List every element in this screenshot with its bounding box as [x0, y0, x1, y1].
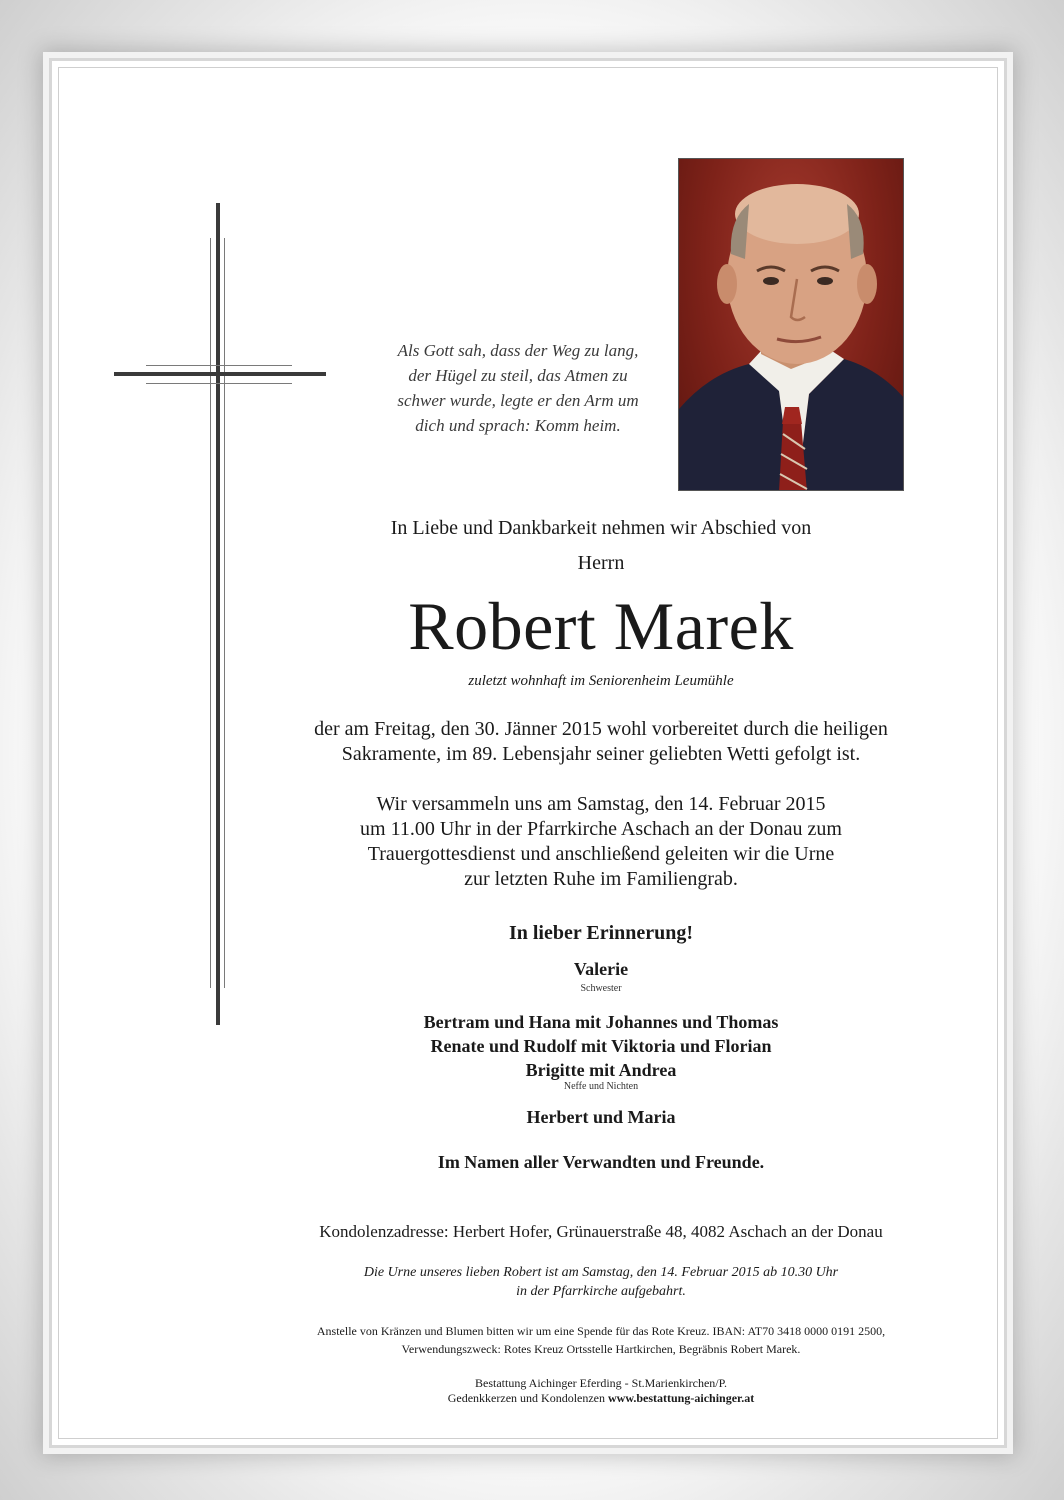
- quote-line: Als Gott sah, dass der Weg zu lang,: [397, 341, 639, 360]
- funeral-home-contact: [260, 1391, 942, 1406]
- mourner-other: Herbert und Maria: [526, 1107, 676, 1127]
- relation-label-nephews: Neffe und Nichten: [563, 1081, 639, 1092]
- donation-line: Anstelle von Kränzen und Blumen bitten wir um eine Spende für das Rote Kreuz. IBAN: AT70 3418 0000 0191 2500,: [316, 1324, 886, 1338]
- urn-notice-line: Die Urne unseres lieben Robert ist am Samstag, den 14. Februar 2015 ab 10.30 Uhr: [363, 1265, 839, 1280]
- service-line: Wir versammeln uns am Samstag, den 14. Februar 2015: [376, 793, 826, 815]
- website-link[interactable]: www.bestattung-aichinger.at: [608, 1391, 755, 1405]
- deceased-name: Robert Marek: [408, 588, 794, 664]
- donation-line: Verwendungszweck: Rotes Kreuz Ortsstelle Hartkirchen, Begräbnis Robert Marek.: [401, 1342, 801, 1356]
- service-notice: [260, 792, 942, 892]
- portrait-illustration: [679, 159, 904, 491]
- service-line: zur letzten Ruhe im Familiengrab.: [464, 868, 738, 890]
- mourner-family: [260, 1010, 942, 1082]
- closing-line: Im Namen aller Verwandten und Freunde.: [437, 1152, 765, 1172]
- urn-notice: [260, 1263, 942, 1301]
- relation-label-sister: Schwester: [580, 983, 622, 994]
- portrait-photo: [678, 158, 904, 491]
- contact-prefix: Gedenkkerzen und Kondolenzen: [447, 1391, 609, 1405]
- mourner-sister: Valerie: [573, 959, 629, 979]
- funeral-home-name: Bestattung Aichinger Eferding - St.Marienkirchen/P.: [475, 1376, 727, 1390]
- death-notice-line: der am Freitag, den 30. Jänner 2015 wohl vorbereitet durch die heiligen: [314, 718, 888, 740]
- family-line: Renate und Rudolf mit Viktoria und Florian: [430, 1036, 772, 1056]
- memorial-quote: [373, 338, 663, 438]
- service-line: um 11.00 Uhr in der Pfarrkirche Aschach an der Donau zum: [360, 818, 842, 840]
- quote-line: der Hügel zu steil, das Atmen zu: [408, 366, 628, 385]
- family-line: Brigitte mit Andrea: [525, 1060, 677, 1080]
- family-line: Bertram und Hana mit Johannes und Thomas: [423, 1012, 779, 1032]
- salutation: Herrn: [577, 552, 625, 574]
- residence-text: zuletzt wohnhaft im Seniorenheim Leumühle: [468, 673, 734, 689]
- condolence-address: Kondolenzadresse: Herbert Hofer, Grünauerstraße 48, 4082 Aschach an der Donau: [319, 1222, 883, 1241]
- funeral-home-info: [260, 1376, 942, 1406]
- quote-line: schwer wurde, legte er den Arm um: [397, 391, 639, 410]
- service-line: Trauergottesdienst und anschließend geleiten wir die Urne: [367, 843, 835, 865]
- intro-text: In Liebe und Dankbarkeit nehmen wir Abschied von: [390, 517, 812, 539]
- donation-notice: [240, 1322, 962, 1358]
- death-notice-line: Sakramente, im 89. Lebensjahr seiner geliebten Wetti gefolgt ist.: [341, 743, 861, 765]
- quote-line: dich und sprach: Komm heim.: [415, 416, 621, 435]
- urn-notice-line: in der Pfarrkirche aufgebahrt.: [516, 1284, 686, 1299]
- death-notice: [260, 717, 942, 767]
- memory-heading: In lieber Erinnerung!: [508, 922, 694, 944]
